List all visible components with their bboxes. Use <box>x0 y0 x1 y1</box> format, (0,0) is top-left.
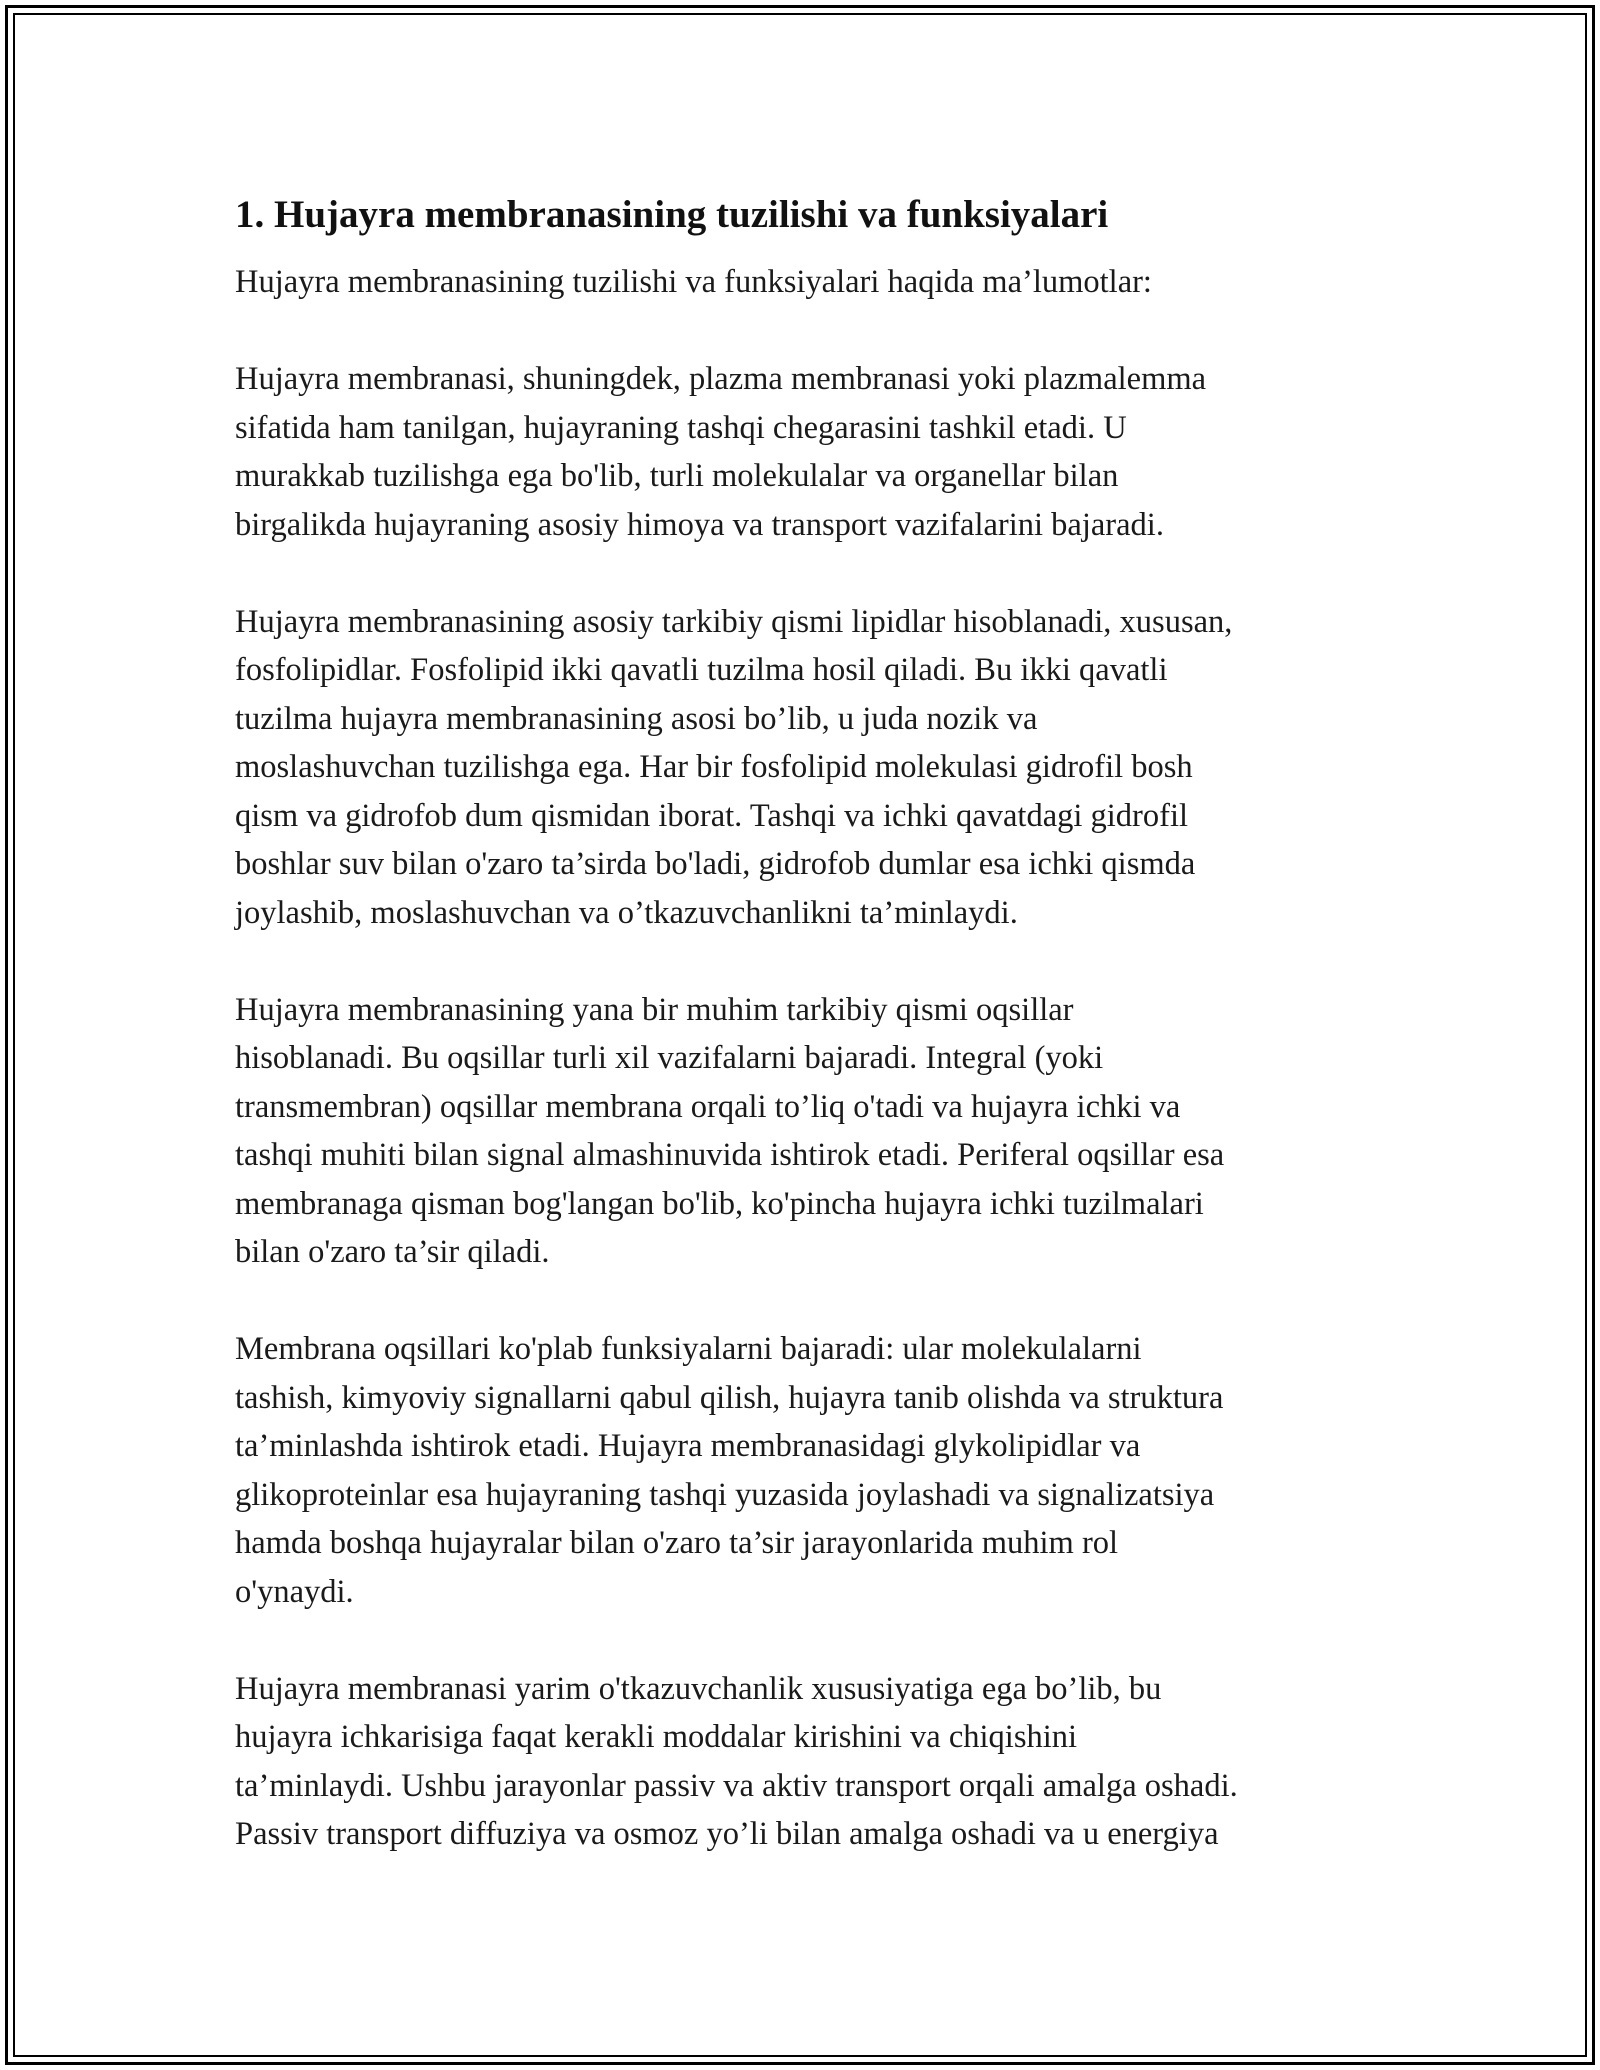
paragraph-line: sifatida ham tanilgan, hujayraning tashqi chegarasini tashkil etadi. U <box>235 409 1127 446</box>
paragraph-line: ta’minlaydi. Ushbu jarayonlar passiv va aktiv transport orqali amalga oshadi. <box>235 1767 1238 1804</box>
paragraph-line: bilan o'zaro ta’sir qiladi. <box>235 1234 550 1270</box>
paragraph-line: murakkab tuzilishga ega bo'lib, turli molekulalar va organellar bilan <box>235 458 1119 494</box>
paragraph-line: Hujayra membranasining asosiy tarkibiy qismi lipidlar hisoblanadi, xususan, <box>235 603 1233 640</box>
paragraph-line: hisoblanadi. Bu oqsillar turli xil vazifalarni bajaradi. Integral (yoki <box>235 1040 1104 1076</box>
paragraph-3 <box>235 986 1385 1277</box>
paragraph-line: boshlar suv bilan o'zaro ta’sirda bo'ladi, gidrofob dumlar esa ichki qismda <box>235 846 1196 882</box>
paragraph-2 <box>235 598 1385 938</box>
paragraph-line: hamda boshqa hujayralar bilan o'zaro ta’sir jarayonlarida muhim rol <box>235 1525 1119 1561</box>
paragraph-line: membranaga qisman bog'langan bo'lib, ko'pincha hujayra ichki tuzilmalari <box>235 1185 1204 1222</box>
paragraph-5 <box>235 1665 1385 1859</box>
paragraph-1 <box>235 355 1385 549</box>
paragraph-line: moslashuvchan tuzilishga ega. Har bir fosfolipid molekulasi gidrofil bosh <box>235 749 1193 785</box>
paragraph-line: Hujayra membranasi, shuningdek, plazma membranasi yoki plazmalemma <box>235 361 1207 397</box>
paragraph-line: fosfolipidlar. Fosfolipid ikki qavatli tuzilma hosil qiladi. Bu ikki qavatli <box>235 652 1168 688</box>
intro-paragraph: Hujayra membranasining tuzilishi va funksiyalari haqida ma’lumotlar: <box>235 264 1152 300</box>
paragraph-line: tashish, kimyoviy signallarni qabul qilish, hujayra tanib olishda va struktura <box>235 1379 1224 1416</box>
paragraph-line: Hujayra membranasining yana bir muhim tarkibiy qismi oqsillar <box>235 991 1074 1028</box>
paragraph-line: Hujayra membranasi yarim o'tkazuvchanlik xususiyatiga ega bo’lib, bu <box>235 1670 1162 1707</box>
paragraph-line: joylashib, moslashuvchan va o’tkazuvchanlikni ta’minlaydi. <box>235 894 1018 931</box>
paragraph-line: tashqi muhiti bilan signal almashinuvida ishtirok etadi. Periferal oqsillar esa <box>235 1137 1225 1173</box>
paragraph-4 <box>235 1325 1385 1616</box>
paragraph-line: transmembran) oqsillar membrana orqali to’liq o'tadi va hujayra ichki va <box>235 1088 1181 1125</box>
paragraph-line: o'ynaydi. <box>235 1573 354 1610</box>
document-body <box>235 186 1385 1907</box>
paragraph-line: Membrana oqsillari ko'plab funksiyalarni bajaradi: ular molekulalarni <box>235 1331 1142 1367</box>
paragraph-line: hujayra ichkarisiga faqat kerakli moddalar kirishini va chiqishini <box>235 1719 1078 1755</box>
paragraph-line: Passiv transport diffuziya va osmoz yo’li bilan amalga oshadi va u energiya <box>235 1816 1219 1852</box>
paragraph-line: birgalikda hujayraning asosiy himoya va transport vazifalarini bajaradi. <box>235 506 1164 543</box>
paragraph-line: ta’minlashda ishtirok etadi. Hujayra membranasidagi glykolipidlar va <box>235 1428 1141 1464</box>
paragraph-line: qism va gidrofob dum qismidan iborat. Tashqi va ichki qavatdagi gidrofil <box>235 797 1189 834</box>
paragraph-line: glikoproteinlar esa hujayraning tashqi yuzasida joylashadi va signalizatsiya <box>235 1476 1215 1513</box>
section-heading: 1. Hujayra membranasining tuzilishi va funksiyalari <box>235 193 1109 236</box>
paragraph-line: tuzilma hujayra membranasining asosi bo’lib, u juda nozik va <box>235 700 1038 737</box>
